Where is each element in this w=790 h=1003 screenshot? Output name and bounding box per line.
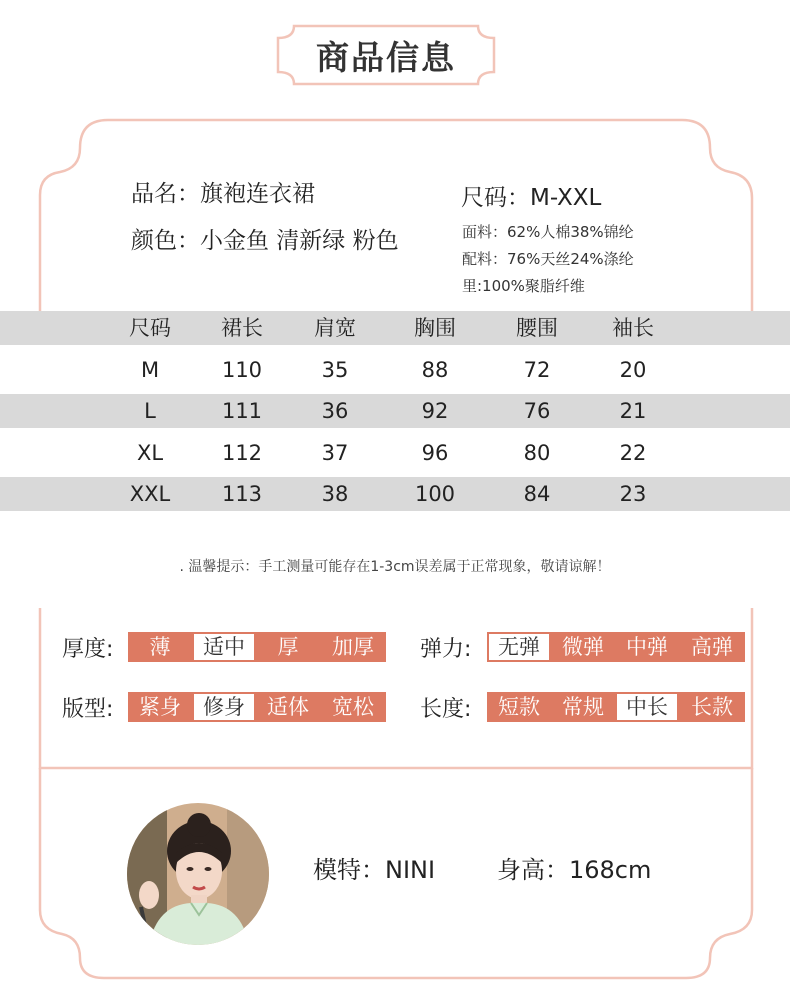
table-row: [0, 394, 790, 428]
product-name: 旗袍连衣裙: [200, 181, 315, 207]
model-height: 168cm: [569, 856, 652, 884]
model-name: NINI: [385, 856, 436, 884]
thickness-option: 薄: [149, 635, 171, 659]
table-cell: 21: [619, 399, 647, 423]
colors-label: 颜色：: [131, 228, 200, 254]
thickness-option: 加厚: [332, 635, 374, 659]
table-cell: 110: [221, 358, 263, 382]
table-cell: XXL: [129, 482, 171, 506]
fabric-info: 面料：62%人棉38%锦纶: [462, 223, 634, 241]
table-cell: 36: [321, 399, 349, 423]
fit-option: 修身: [192, 692, 256, 722]
fit-option: 宽松: [332, 695, 374, 719]
size-table-header: [0, 311, 790, 345]
product-name-row: [131, 175, 315, 208]
header-cell: 腰围: [516, 316, 558, 340]
page-title: 商品信息: [316, 37, 456, 77]
elasticity-label: 弹力:: [420, 637, 472, 662]
elasticity-option: 无弹: [487, 632, 551, 662]
table-cell: M: [140, 358, 160, 382]
table-row: [0, 436, 790, 470]
table-cell: 84: [523, 482, 551, 506]
table-cell: 20: [619, 358, 647, 382]
fit-option: 紧身: [139, 695, 181, 719]
measurement-tip: . 温馨提示：手工测量可能存在1-3cm误差属于正常现象，敬请谅解！: [179, 559, 611, 575]
table-cell: 96: [421, 441, 449, 465]
lining-info: 里:100%聚脂纤维: [462, 277, 585, 295]
table-row: [0, 353, 790, 387]
model-name-label: 模特：: [313, 856, 385, 884]
product-name-label: 品名：: [131, 181, 200, 207]
header-cell: 袖长: [612, 316, 654, 340]
header-cell: 胸围: [414, 316, 456, 340]
length-option: 中长: [615, 692, 679, 722]
size-range-label: 尺码：: [461, 185, 530, 211]
length-option: 短款: [498, 695, 540, 719]
length-option: 长款: [691, 695, 733, 719]
thickness-label: 厚度:: [62, 637, 114, 662]
table-cell: 92: [421, 399, 449, 423]
colors-value: 小金鱼 清新绿 粉色: [200, 228, 399, 254]
thickness-option: 适中: [192, 632, 256, 662]
elasticity-options: [487, 632, 745, 662]
fit-options: [128, 692, 386, 722]
length-label: 长度:: [420, 697, 472, 722]
table-cell: 100: [414, 482, 456, 506]
fit-label: 版型:: [62, 697, 114, 722]
table-cell: 113: [221, 482, 263, 506]
table-cell: 37: [321, 441, 349, 465]
size-range: M-XXL: [530, 185, 602, 211]
table-cell: L: [144, 399, 156, 423]
table-cell: XL: [136, 441, 164, 465]
table-cell: 22: [619, 441, 647, 465]
trim-info: 配料：76%天丝24%涤纶: [462, 250, 634, 268]
model-name-row: [313, 850, 435, 885]
table-cell: 38: [321, 482, 349, 506]
header-cell: 尺码: [129, 316, 171, 340]
thickness-option: 厚: [277, 635, 299, 659]
header-cell: 肩宽: [314, 316, 356, 340]
elasticity-option: 中弹: [626, 635, 668, 659]
table-cell: 35: [321, 358, 349, 382]
table-cell: 80: [523, 441, 551, 465]
thickness-options: [128, 632, 386, 662]
colors-row: [131, 222, 399, 255]
model-height-row: [497, 850, 651, 885]
model-avatar: [127, 803, 269, 945]
table-cell: 23: [619, 482, 647, 506]
table-cell: 111: [221, 399, 263, 423]
table-cell: 72: [523, 358, 551, 382]
table-cell: 76: [523, 399, 551, 423]
table-row: [0, 477, 790, 511]
header-cell: 裙长: [221, 316, 263, 340]
length-option: 常规: [562, 695, 604, 719]
table-cell: 112: [221, 441, 263, 465]
fit-option: 适体: [267, 695, 309, 719]
elasticity-option: 微弹: [562, 635, 604, 659]
elasticity-option: 高弹: [691, 635, 733, 659]
size-range-row: [461, 179, 601, 212]
table-cell: 88: [421, 358, 449, 382]
model-height-label: 身高：: [497, 856, 569, 884]
length-options: [487, 692, 745, 722]
